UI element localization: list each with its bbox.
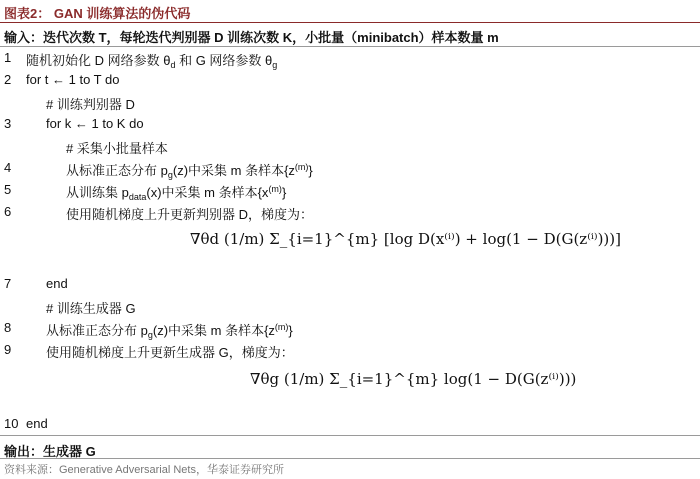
algo-line-10-text xyxy=(26,416,48,436)
line-text-mid: 和 G 网络参数 θ xyxy=(175,53,273,68)
divider xyxy=(0,458,700,459)
source-note: 资料来源：Generative Adversarial Nets，华泰证券研究所 xyxy=(4,464,284,476)
line-text: 使用随机梯度上升更新生成器 G，梯度为： xyxy=(46,345,294,360)
line-text: 使用随机梯度上升更新判别器 D，梯度为： xyxy=(66,207,314,222)
input-line: 输入：迭代次数 T，每轮迭代判别器 D 训练次数 K，小批量（minibatch）样本数量 m xyxy=(4,30,499,45)
line-text: # 采集小批量样本 xyxy=(66,141,168,156)
line-text-tail: (z)中采集 m 条样本{z xyxy=(172,163,295,178)
line-number: 8 xyxy=(4,320,12,335)
formula-discriminator-gradient xyxy=(190,230,621,262)
sup-m: (m) xyxy=(274,322,289,332)
line-number: 2 xyxy=(4,72,12,87)
caption-bar xyxy=(0,0,700,23)
sub-g: g xyxy=(167,170,173,180)
line-text: # 训练生成器 G xyxy=(46,301,136,316)
line-text: end xyxy=(26,416,48,431)
formula-text: ∇θd (1/m) Σ_{i=1}^{m} [log D(x⁽ⁱ⁾) + log(1 − D(G(z⁽ⁱ⁾)))] xyxy=(190,230,621,248)
line-text: 随机初始化 D 网络参数 θ xyxy=(26,53,171,68)
divider xyxy=(0,435,700,436)
line-text: 从训练集 p xyxy=(66,185,129,200)
sub-data: data xyxy=(128,192,147,202)
line-text-tail: (x)中采集 m 条样本{x xyxy=(146,185,269,200)
line-text: 从标准正态分布 p xyxy=(46,323,148,338)
sub-g: g xyxy=(272,60,278,70)
sub-g: g xyxy=(147,330,153,340)
sup-m: (m) xyxy=(294,162,309,172)
close-brace: } xyxy=(281,185,287,200)
line-number: 10 xyxy=(4,416,19,431)
input-bar xyxy=(0,24,700,47)
figure-caption: 图表2： GAN 训练算法的伪代码 xyxy=(4,6,191,21)
formula-text: ∇θg (1/m) Σ_{i=1}^{m} log(1 − D(G(z⁽ⁱ⁾))) xyxy=(250,370,577,388)
formula-generator-gradient xyxy=(250,370,576,402)
line-text: for k ← 1 to K do xyxy=(46,116,144,131)
line-number: 3 xyxy=(4,116,12,131)
line-number: 6 xyxy=(4,204,12,219)
output-line: 输出：生成器 G xyxy=(4,444,96,459)
line-number: 5 xyxy=(4,182,12,197)
sup-m: (m) xyxy=(268,184,282,194)
line-text: # 训练判别器 D xyxy=(46,97,135,112)
line-text: for t ← 1 to T do xyxy=(26,72,120,87)
line-text: 从标准正态分布 p xyxy=(66,163,168,178)
line-number: 7 xyxy=(4,276,12,291)
line-number: 1 xyxy=(4,50,12,65)
line-number: 9 xyxy=(4,342,12,357)
line-text: end xyxy=(46,276,68,291)
close-brace: } xyxy=(288,323,293,338)
line-text-tail: (z)中采集 m 条样本{z xyxy=(152,323,275,338)
line-number: 4 xyxy=(4,160,12,175)
close-brace: } xyxy=(308,163,313,178)
sub-d: d xyxy=(170,60,176,70)
